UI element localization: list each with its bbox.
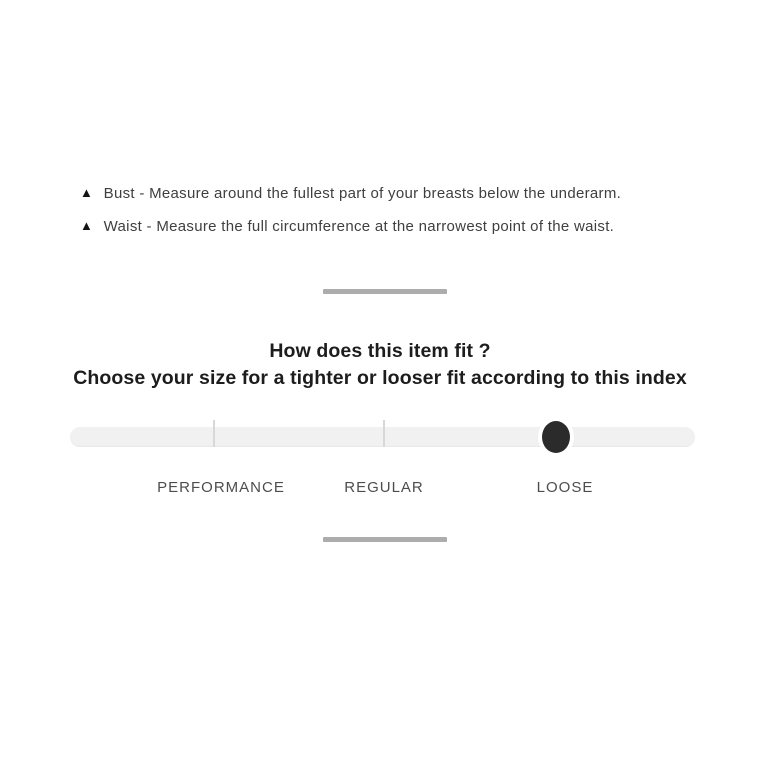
fit-label-loose: LOOSE <box>536 479 594 496</box>
triangle-up-icon: ▲ <box>80 218 94 233</box>
note-bust <box>80 184 621 204</box>
fit-heading-line1: How does this item fit ? <box>269 340 491 362</box>
slider-tick-regular <box>383 420 385 447</box>
slider-tick-performance <box>213 420 215 447</box>
fit-label-regular: REGULAR <box>344 479 424 496</box>
divider-bottom <box>323 537 447 542</box>
note-waist-text: Waist - Measure the full circumference at the narrowest point of the waist. <box>103 218 615 235</box>
fit-heading-line2: Choose your size for a tighter or looser fit according to this index <box>73 367 687 389</box>
triangle-up-icon: ▲ <box>80 185 94 200</box>
fit-slider-track[interactable] <box>70 427 695 447</box>
fit-label-performance: PERFORMANCE <box>157 479 285 496</box>
note-waist <box>80 217 614 237</box>
fit-slider-knob[interactable] <box>542 421 570 453</box>
divider-top <box>323 289 447 294</box>
fit-index-slider <box>70 427 695 502</box>
note-bust-text: Bust - Measure around the fullest part of your breasts below the underarm. <box>103 185 622 202</box>
fit-guide-heading <box>0 338 760 392</box>
